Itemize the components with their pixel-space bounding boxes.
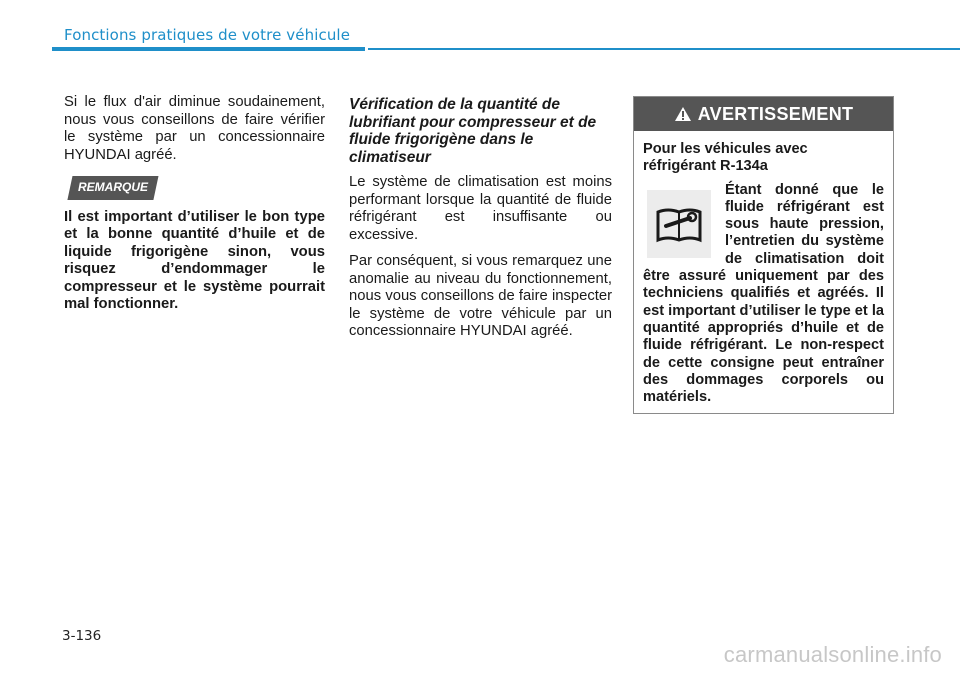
note-label: REMARQUE — [78, 180, 149, 194]
watermark: carmanualsonline.info — [723, 642, 942, 667]
warning-triangle-icon — [674, 106, 692, 122]
section-title: Fonctions pratiques de votre véhicule — [64, 26, 351, 44]
paragraph-2: Par conséquent, si vous remarquez une anomalie au niveau du fonctionnement, nous vous conseillons de faire inspecter le système de votre véhicule par un concessionnaire HYUNDAI agréé. — [349, 253, 612, 339]
service-manual-icon — [647, 190, 711, 258]
note-badge — [68, 176, 159, 200]
header-rule — [52, 47, 365, 51]
warning-body — [634, 131, 893, 406]
section-heading: Vérification de la quantité de lubrifiant pour compresseur et de fluide frigorigène dans le climatiseur — [349, 96, 597, 166]
left-column — [64, 94, 325, 314]
paragraph-1: Le système de climatisation est moins performant lorsque la quantité de fluide réfrigérant est insuffisante ou excessive. — [349, 174, 612, 243]
header-rule-thin — [368, 48, 960, 50]
page-number: 3-136 — [62, 628, 102, 644]
middle-column — [349, 96, 612, 341]
warning-box — [633, 96, 894, 414]
warning-header — [634, 97, 893, 131]
warning-text: Étant donné que le fluide réfrigérant est sous haute pression, l’entretien du système de climatisation doit être assuré uniquement par des techniciens qualifiés et agréés. Il est important d’utiliser le type et la quantité appropriés d’huile et de fluide réfrigérant. Le non-respect de cette consigne peut entraîner des dommages corporels ou matériels. — [643, 181, 884, 406]
warning-label: AVERTISSEMENT — [697, 103, 854, 124]
note-text: Il est important d’utiliser le bon type et la bonne quantité d’huile et de liquide frigorigène sinon, vous risquez d’endommager le compresseur et le système pourrait mal fonctionner. — [64, 208, 325, 312]
warning-subtitle: Pour les véhicules avec réfrigérant R-134a — [643, 141, 808, 175]
intro-paragraph: Si le flux d'air diminue soudainement, nous vous conseillons de faire vérifier le système par un concessionnaire HYUNDAI agréé. — [64, 94, 325, 163]
